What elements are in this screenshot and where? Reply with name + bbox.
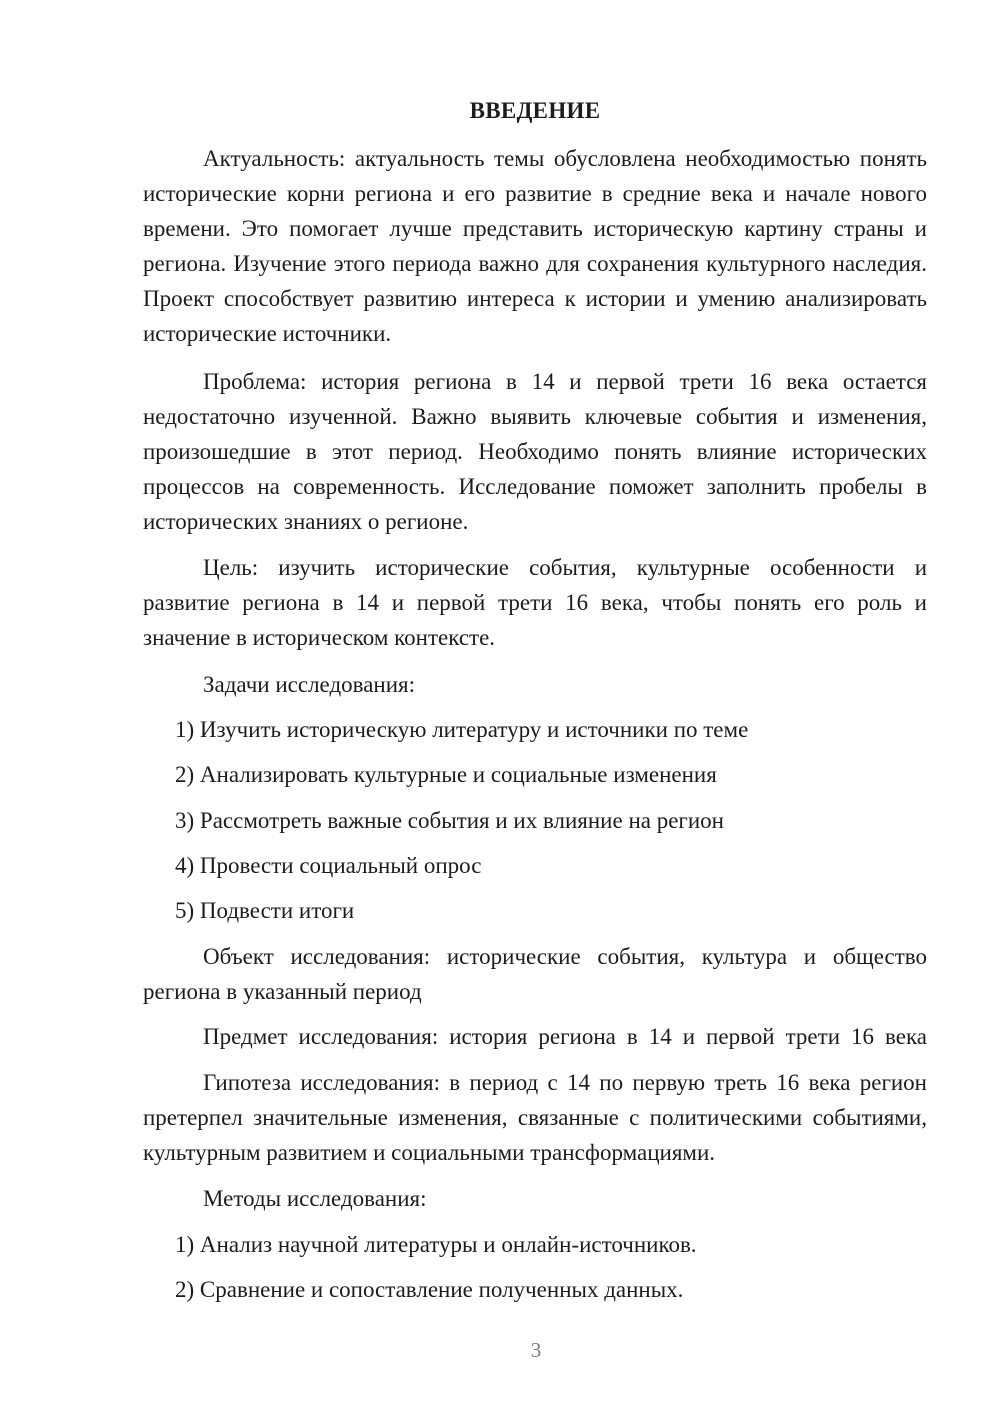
section-heading: ВВЕДЕНИЕ [469, 98, 601, 123]
object-paragraph: Объект исследования: исторические события, культура и общество региона в указанный период [143, 944, 927, 1004]
task-item: 5) Подвести итоги [175, 898, 355, 923]
hypothesis-paragraph: Гипотеза исследования: в период с 14 по первую треть 16 века регион претерпел значительные изменения, связанные с политическими событиями, культурным развитием и социальными трансформациями. [143, 1070, 927, 1165]
method-item: 1) Анализ научной литературы и онлайн-источников. [175, 1232, 697, 1257]
methods-label: Методы исследования: [203, 1186, 427, 1211]
method-item: 2) Сравнение и сопоставление полученных данных. [175, 1277, 684, 1302]
task-item: 4) Провести социальный опрос [175, 853, 482, 878]
problem-paragraph: Проблема: история региона в 14 и первой трети 16 века остается недостаточно изученной. Важно выявить ключевые события и изменения, произошедшие в этот период. Необходимо понять влияние исторических процессов на современность. Исследование поможет заполнить пробелы в исторических знаниях о регионе. [143, 369, 927, 534]
task-item: 1) Изучить историческую литературу и источники по теме [175, 717, 749, 742]
goal-paragraph: Цель: изучить исторические события, культурные особенности и развитие региона в 14 и первой трети 16 века, чтобы понять его роль и значение в историческом контексте. [143, 555, 927, 650]
task-item: 2) Анализировать культурные и социальные изменения [175, 762, 717, 787]
relevance-paragraph: Актуальность: актуальность темы обусловлена необходимостью понять исторические корни региона и его развитие в средние века и начале нового времени. Это помогает лучше представить историческую картину страны и региона. Изучение этого периода важно для сохранения культурного наследия. Проект способствует развитию интереса к истории и умению анализировать исторические источники. [143, 146, 927, 346]
tasks-label: Задачи исследования: [203, 672, 416, 697]
page-number: 3 [530, 1338, 542, 1362]
subject-paragraph: Предмет исследования: история региона в 14 и первой трети 16 века [203, 1024, 927, 1049]
task-item: 3) Рассмотреть важные события и их влияние на регион [175, 808, 724, 833]
